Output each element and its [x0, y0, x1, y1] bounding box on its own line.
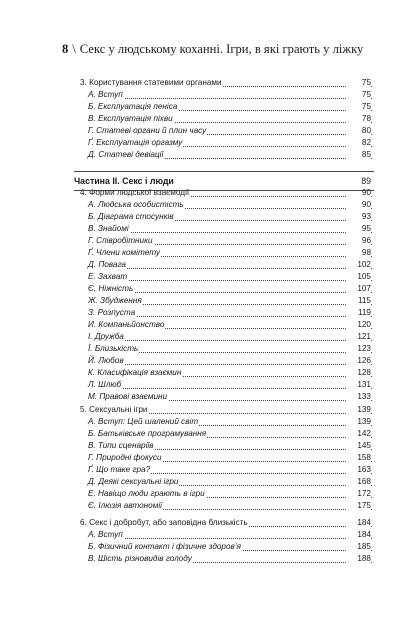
- toc-entry-title: Л. Шлюб: [88, 380, 122, 389]
- toc-entry-page: 139: [347, 416, 371, 428]
- toc-entry-page: 105: [347, 271, 371, 283]
- page-number: 8: [62, 42, 69, 56]
- toc-entry: [0, 392, 418, 404]
- toc-entry-page: 75: [347, 77, 371, 89]
- toc-entry-title: Є. Ніжність: [88, 284, 134, 293]
- toc-entry-title: И. Компаньйонство: [88, 320, 165, 329]
- toc-entry-title: Ґ. Що таке гра?: [88, 465, 151, 474]
- toc-entry-title: Д. Деякі сексуальні ігри: [88, 477, 179, 486]
- toc-entry-title: В. Типи сценаріїв: [88, 441, 154, 450]
- part-separator-line: [74, 171, 374, 172]
- toc-entry-page: 184: [347, 517, 371, 529]
- part-separator-line: [74, 190, 374, 191]
- toc-entry-page: 126: [347, 355, 371, 367]
- toc-entry-title: Ґ. Експлуатація оргазму: [88, 138, 183, 147]
- toc-entry-title: В. Експлуатація піхви: [88, 114, 173, 123]
- toc-leader-dots: [88, 268, 372, 269]
- toc-entry-page: 184: [347, 529, 371, 541]
- toc-entry-title: Є. Ілюзія автономії: [88, 501, 162, 510]
- toc-entry-title: А. Вступ: [88, 530, 123, 539]
- toc-entry-page: 89: [347, 175, 371, 187]
- toc-entry-title: А. Людська особистість: [88, 200, 184, 209]
- toc-entry-title: А. Вступ: Цей шалений світ: [88, 417, 199, 426]
- toc-entry: [0, 150, 418, 162]
- toc-entry-page: 80: [347, 125, 371, 137]
- toc-entry-title: Г. Співробітники: [88, 236, 153, 245]
- toc-entry: [0, 554, 418, 566]
- toc-entry: [0, 501, 418, 513]
- toc-entry-title: Г. Статеві органи й плин часу: [88, 126, 207, 135]
- toc-entry-page: 158: [347, 452, 371, 464]
- toc-entry-page: 93: [347, 211, 371, 223]
- toc-entry-title: 5. Сексуальні ігри: [80, 405, 148, 414]
- toc-entry-title: Д. Повага: [88, 260, 126, 269]
- toc-entry-page: 98: [347, 247, 371, 259]
- toc-entry-title: Б. Експлуатація пеніса: [88, 102, 178, 111]
- toc-entry-title: Е. Захват: [88, 272, 128, 281]
- toc-leader-dots: [88, 364, 372, 365]
- toc-entry-page: 90: [347, 199, 371, 211]
- toc-entry-title: Й. Любов: [88, 356, 124, 365]
- toc-entry-page: 142: [347, 428, 371, 440]
- toc-entry-title: Ї. Близькість: [88, 344, 139, 353]
- toc-entry-page: 102: [347, 259, 371, 271]
- toc-entry-page: 185: [347, 541, 371, 553]
- toc-entry-page: 175: [347, 500, 371, 512]
- toc-entry-page: 131: [347, 379, 371, 391]
- toc-entry-title: З. Розпуста: [88, 308, 136, 317]
- toc-entry-title: Г. Природні фокуси: [88, 453, 162, 462]
- toc-entry-title: Б. Діаграма стосунків: [88, 212, 174, 221]
- toc-entry-page: 107: [347, 283, 371, 295]
- toc-leader-dots: [88, 538, 372, 539]
- toc-entry-title: В. Знайомі: [88, 224, 129, 233]
- toc-entry-page: 75: [347, 101, 371, 113]
- toc-leader-dots: [88, 232, 372, 233]
- toc-entry-page: 188: [347, 553, 371, 565]
- toc-leader-dots: [88, 340, 372, 341]
- toc-entry-page: 163: [347, 464, 371, 476]
- toc-entry-title: В. Шість різновидів голоду: [88, 554, 192, 563]
- running-header: [62, 42, 362, 57]
- running-title: Секс у людському коханні. Ігри, в які грають у ліжку: [79, 42, 364, 56]
- toc-entry-title: К. Класифікація взаємин: [88, 368, 182, 377]
- toc-entry-page: 115: [347, 295, 371, 307]
- toc-entry-title: Е. Навіщо люди грають в ігри: [88, 489, 205, 498]
- toc-entry-title: 6. Секс і добробут, або заповідна близькість: [80, 518, 248, 527]
- header-separator: \: [72, 42, 76, 56]
- toc-entry-page: 90: [347, 187, 371, 199]
- toc-entry-page: 128: [347, 367, 371, 379]
- toc-entry-page: 82: [347, 137, 371, 149]
- toc-entry-title: М. Правові взаємини: [88, 392, 168, 401]
- toc-entry-title: А. Вступ: [88, 90, 123, 99]
- toc-entry-page: 85: [347, 149, 371, 161]
- toc-entry-page: 123: [347, 343, 371, 355]
- toc-entry-page: 133: [347, 391, 371, 403]
- toc-entry-title: І. Дружба: [88, 332, 124, 341]
- toc-entry-page: 145: [347, 440, 371, 452]
- toc-entry-title: Ґ. Члени комітету: [88, 248, 161, 257]
- toc-entry-page: 121: [347, 331, 371, 343]
- toc-entry-page: 96: [347, 235, 371, 247]
- toc-entry-title: Б. Фізичний контакт і фізичне здоров’я: [88, 542, 241, 551]
- toc-entry-page: 168: [347, 476, 371, 488]
- toc-entry-title: Частина ІІ. Секс і люди: [74, 176, 174, 186]
- toc-leader-dots: [88, 388, 372, 389]
- toc-entry-page: 119: [347, 307, 371, 319]
- toc-entry-page: 139: [347, 404, 371, 416]
- toc-leader-dots: [88, 98, 372, 99]
- toc-entry-title: 3. Користування статевими органами: [80, 78, 222, 87]
- toc-entry-title: Ж. Збудження: [88, 296, 142, 305]
- toc-entry-page: 78: [347, 113, 371, 125]
- toc-entry-page: 75: [347, 89, 371, 101]
- toc-entry-title: Б. Батьківське програмування: [88, 429, 207, 438]
- toc-entry-title: Д. Статеві девіації: [88, 150, 164, 159]
- toc-entry-page: 95: [347, 223, 371, 235]
- toc-entry-title: 4. Форми людської взаємодії: [80, 188, 190, 197]
- toc-leader-dots: [88, 280, 372, 281]
- toc-entry-page: 172: [347, 488, 371, 500]
- toc-entry-page: 120: [347, 319, 371, 331]
